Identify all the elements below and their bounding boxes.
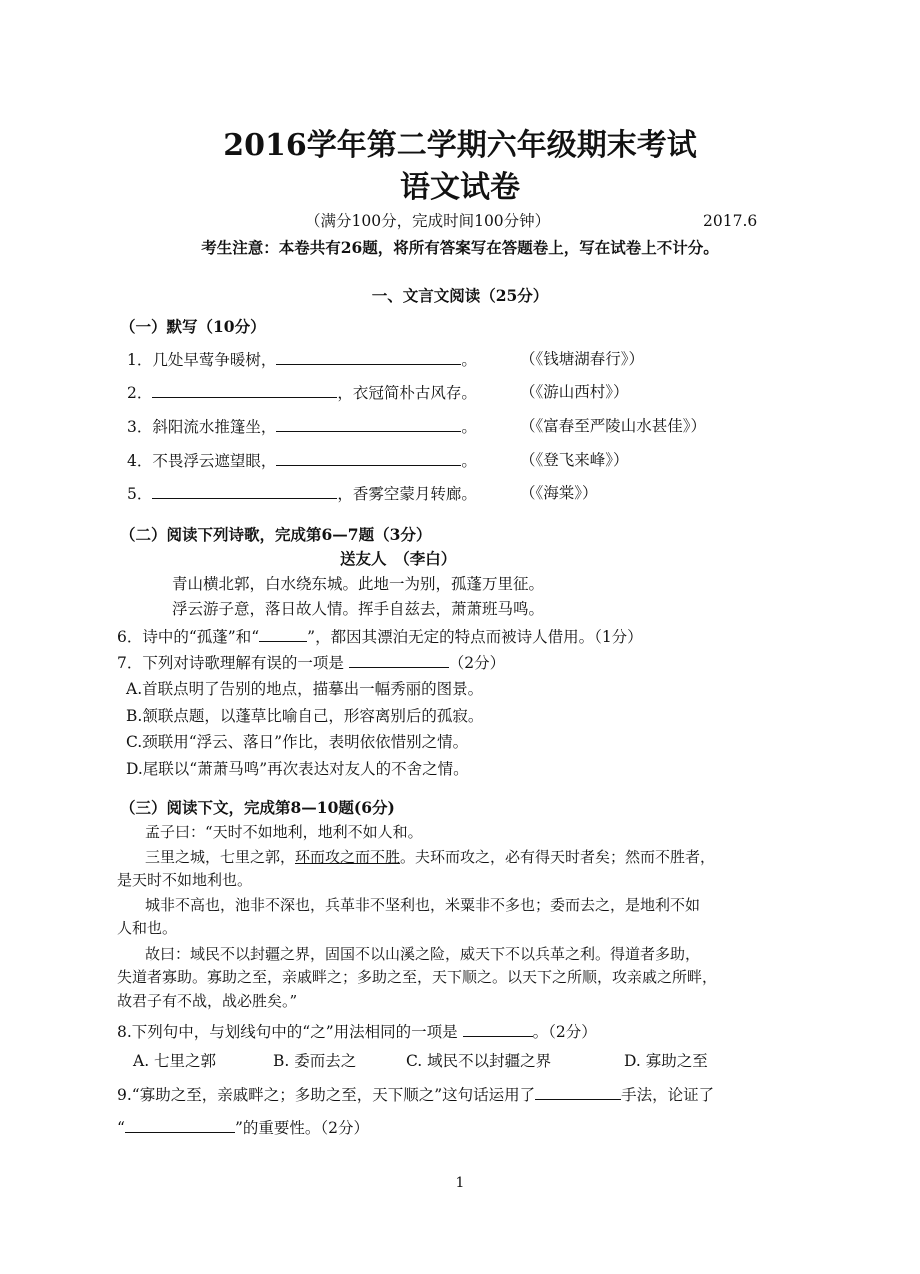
section-heading: 一、文言文阅读（25分） [371, 286, 549, 305]
fill-item-2: 2． ，衣冠简朴古风存。 [127, 381, 477, 404]
fill-item-3: 3．斜阳流水推篷坐， 。 [127, 415, 477, 438]
answer-blank[interactable] [276, 348, 461, 365]
passage-line: 故君子有不战，战必胜矣。” [117, 992, 298, 1010]
q8-option-c: C. 域民不以封疆之界 [406, 1052, 552, 1070]
answer-blank[interactable] [152, 482, 337, 499]
answer-blank[interactable] [125, 1116, 235, 1133]
source: （《富春至严陵山水甚佳》） [520, 417, 707, 435]
underlined-sentence: 环而攻之而不胜 [295, 848, 401, 866]
passage-line: 三里之城，七里之郭，环而攻之而不胜。夫环而攻之，必有得天时者矣；然而不胜者， [145, 848, 716, 866]
question-8: 8.下列句中，与划线句中的“之”用法相同的一项是 。（2分） [117, 1020, 597, 1043]
part1-heading: （一）默写（10分） [120, 317, 266, 336]
question-7: 7．下列对诗歌理解有误的一项是 （2分） [117, 651, 505, 674]
answer-blank[interactable] [276, 449, 461, 466]
fill-item-5: 5． ，香雾空蒙月转廊。 [127, 482, 477, 505]
q8-option-a: A. 七里之郭 [133, 1052, 217, 1070]
answer-blank[interactable] [463, 1020, 533, 1037]
answer-blank[interactable] [276, 415, 461, 432]
fill-item-1: 1．几处早莺争暖树， 。 [127, 348, 477, 371]
q8-option-d: D. 寡助之至 [624, 1052, 708, 1070]
passage-line: 失道者寡助。寡助之至，亲戚畔之；多助之至，天下顺之。以天下之所顺，攻亲戚之所畔， [117, 968, 718, 986]
poem-line: 青山横北郭，白水绕东城。此地一为别，孤蓬万里征。 [172, 575, 545, 593]
answer-blank[interactable] [349, 651, 449, 668]
page-number: 1 [455, 1175, 465, 1191]
passage-line: 故曰：域民不以封疆之界，固国不以山溪之险，威天下不以兵革之利。得道者多助， [145, 945, 701, 963]
part3-heading: （三）阅读下文，完成第8—10题(6分) [120, 798, 395, 817]
passage-line: 人和也。 [117, 919, 178, 937]
option-c: C.颈联用“浮云、落日”作比，表明依依惜别之情。 [126, 733, 469, 751]
exam-date: 2017.6 [703, 212, 758, 230]
question-9: 9.“寡助之至，亲戚畔之；多助之至，天下顺之”这句话运用了 手法，论证了 [117, 1083, 714, 1106]
exam-info: （满分100分，完成时间100分钟） [305, 212, 551, 230]
option-a: A.首联点明了告别的地点，描摹出一幅秀丽的图景。 [126, 680, 484, 698]
notice: 考生注意：本卷共有26题，将所有答案写在答题卷上，写在试卷上不计分。 [201, 238, 719, 257]
source: （《钱塘湖春行》） [520, 350, 645, 368]
answer-blank[interactable] [259, 625, 307, 642]
question-9-line2: “ ”的重要性。（2分） [117, 1116, 369, 1139]
q8-option-b: B. 委而去之 [273, 1052, 357, 1070]
option-d: D.尾联以“萧萧马鸣”再次表达对友人的不舍之情。 [126, 760, 469, 778]
source: （《海棠》） [520, 484, 598, 502]
exam-title: 2016学年第二学期六年级期末考试 [223, 128, 697, 163]
passage-line: 是天时不如地利也。 [117, 871, 253, 889]
source: （《登飞来峰》） [520, 451, 629, 469]
exam-subtitle: 语文试卷 [400, 170, 520, 205]
part2-heading: （二）阅读下列诗歌，完成第6—7题（3分） [120, 525, 432, 544]
poem-title: 送友人 （李白） [340, 549, 457, 568]
fill-item-4: 4．不畏浮云遮望眼， 。 [127, 449, 477, 472]
poem-line: 浮云游子意，落日故人情。挥手自兹去，萧萧班马鸣。 [172, 600, 545, 618]
passage-line: 孟子曰：“天时不如地利，地利不如人和。 [145, 823, 423, 841]
question-6: 6．诗中的“孤蓬”和“ ”，都因其漂泊无定的特点而被诗人借用。（1分） [117, 625, 643, 648]
answer-blank[interactable] [535, 1083, 621, 1100]
passage-line: 城非不高也，池非不深也，兵革非不坚利也，米粟非不多也；委而去之，是地利不如 [145, 896, 701, 914]
source: （《游山西村》） [520, 383, 629, 401]
answer-blank[interactable] [152, 381, 337, 398]
option-b: B.颔联点题，以蓬草比喻自己，形容离别后的孤寂。 [126, 707, 484, 725]
